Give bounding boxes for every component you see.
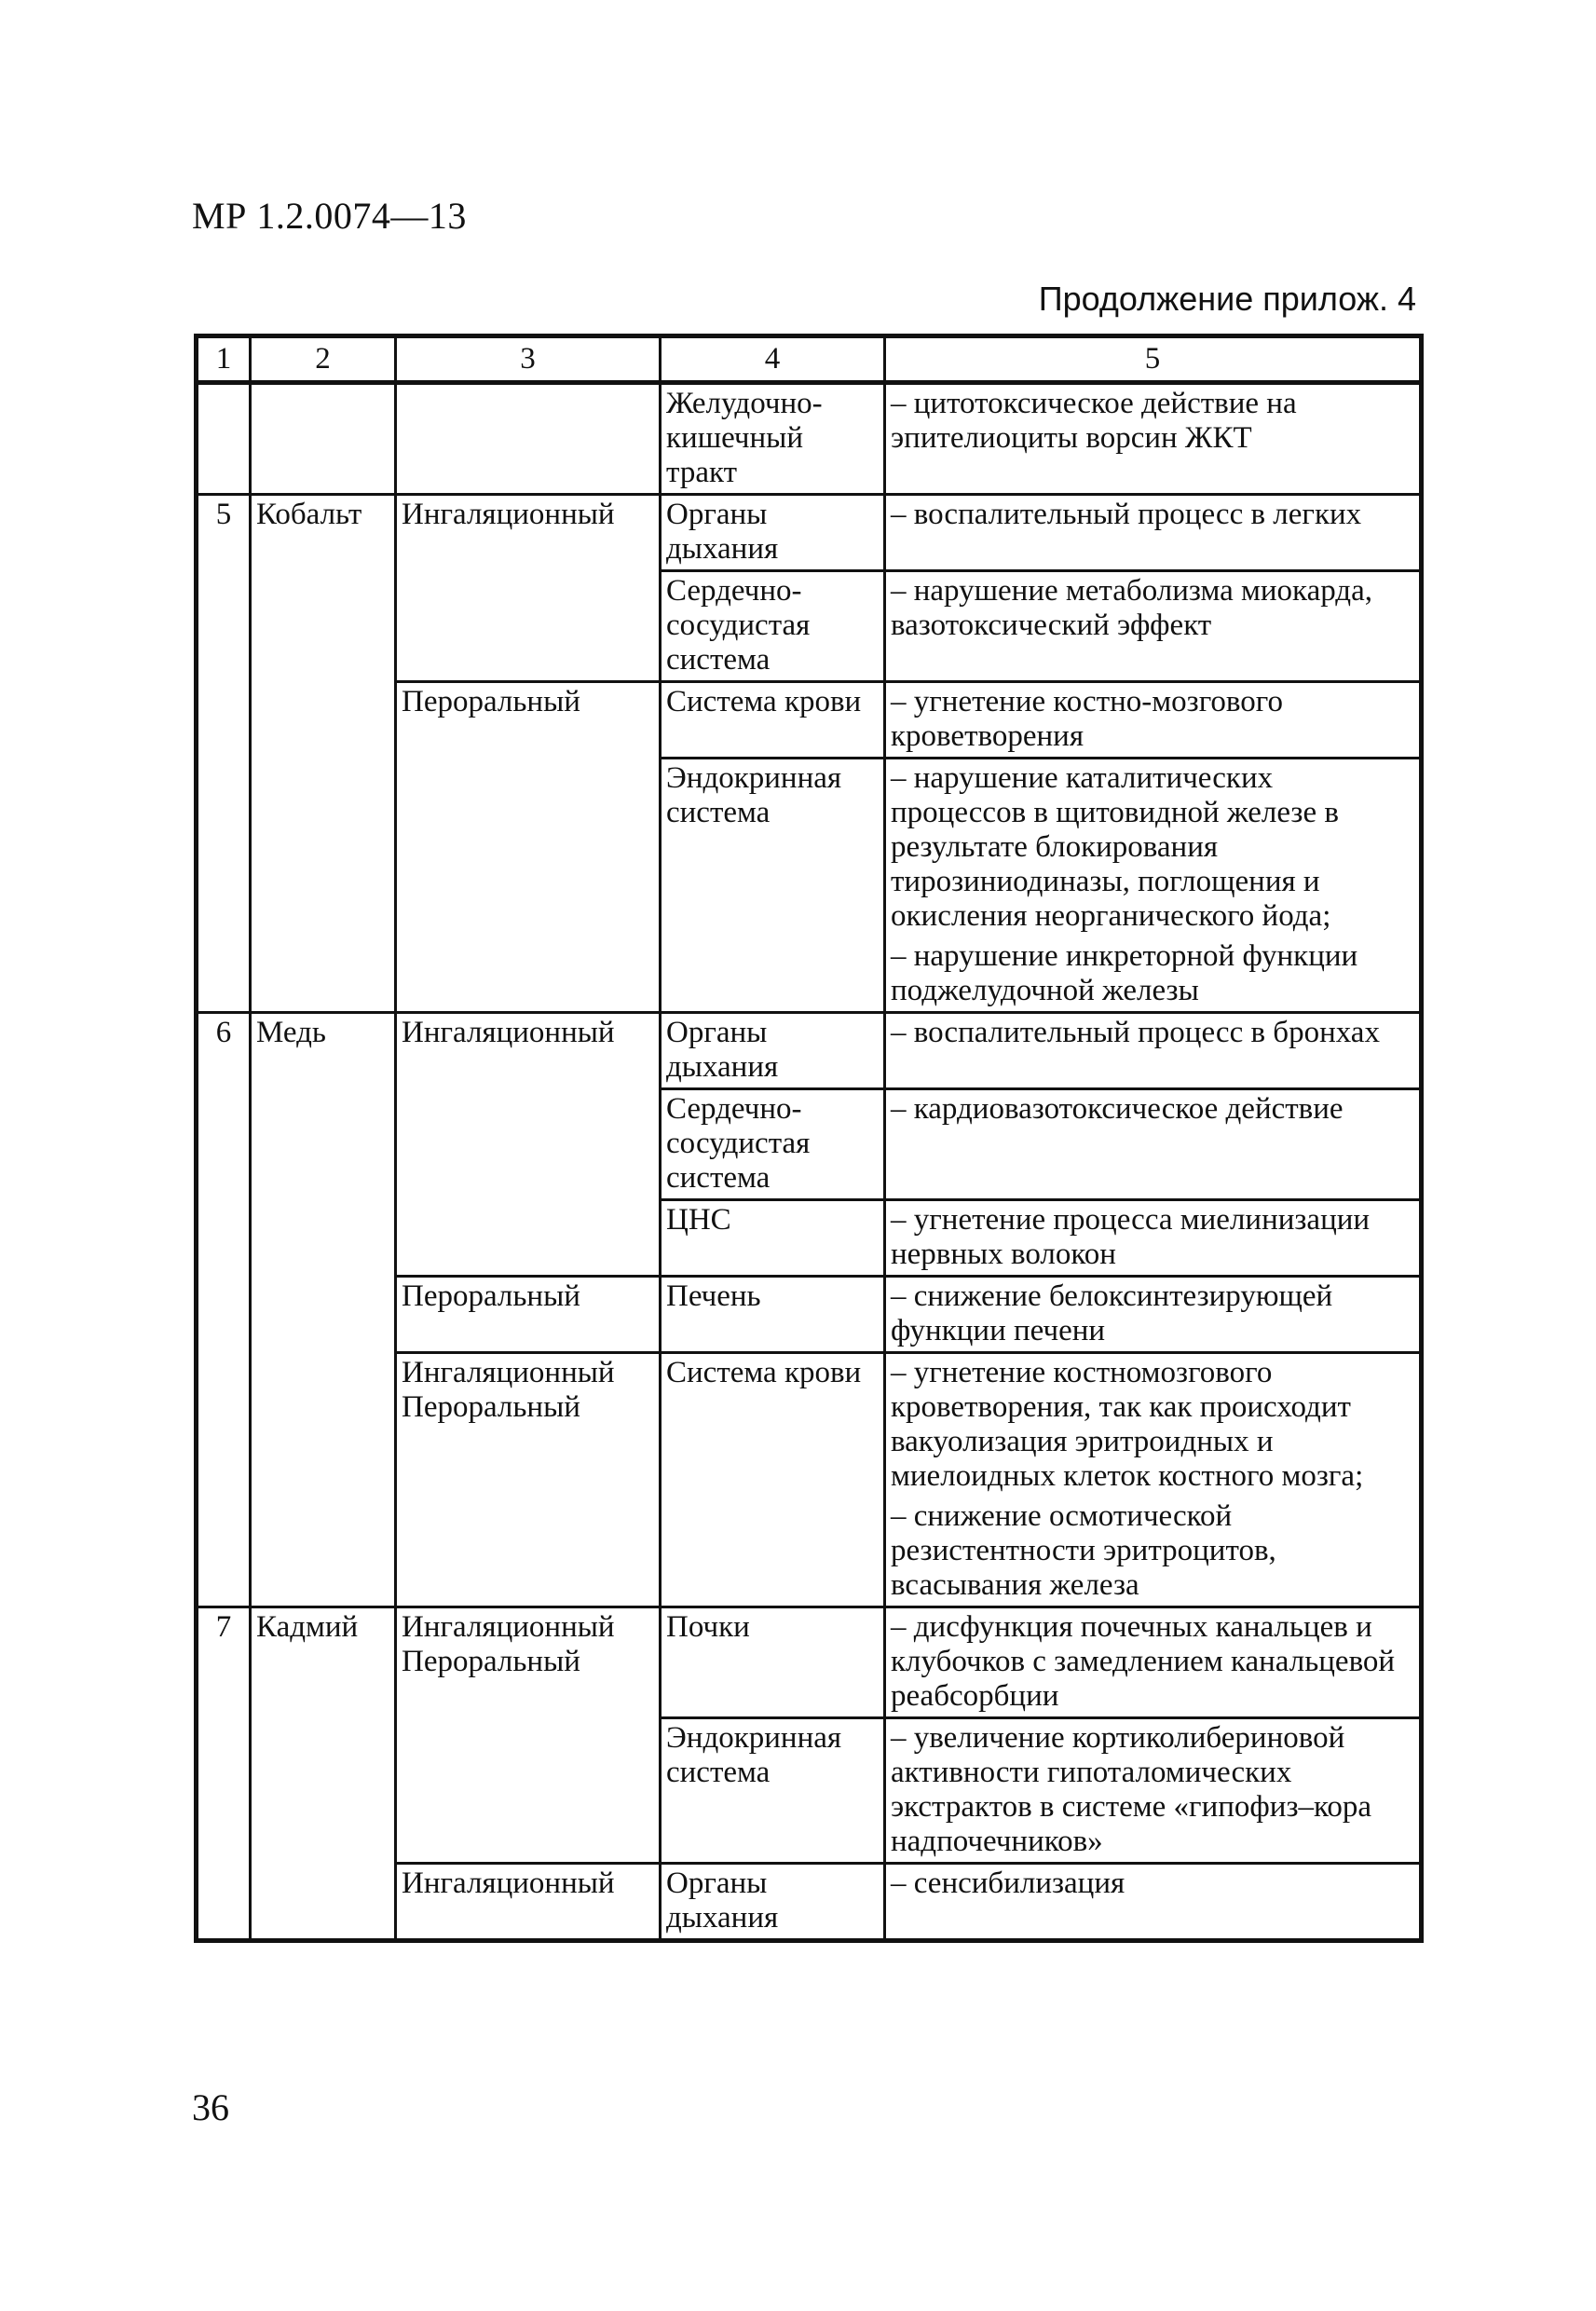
document-code: МР 1.2.0074—13 xyxy=(192,195,467,237)
table-header-row xyxy=(197,336,1422,383)
table-row xyxy=(197,495,1422,571)
effect-text: – цитотоксическое действие на эпителиоциты ворсин ЖКТ xyxy=(891,387,1297,455)
organ-cell: Сердечно-сосудистая система xyxy=(661,571,885,682)
route-cell: Пероральный xyxy=(396,682,661,1013)
table-row xyxy=(197,383,1422,495)
effect-cell xyxy=(885,1089,1422,1200)
organ-cell: Органы дыхания xyxy=(661,495,885,571)
organ-cell: Система крови xyxy=(661,682,885,759)
appendix-table xyxy=(194,334,1424,1943)
organ-cell: Органы дыхания xyxy=(661,1013,885,1089)
effect-text: – нарушение метаболизма миокарда, вазотоксический эффект xyxy=(891,574,1372,642)
effect-cell xyxy=(885,759,1422,1013)
row-number-cell xyxy=(197,383,251,495)
effect-cell xyxy=(885,682,1422,759)
column-header: 5 xyxy=(885,336,1422,383)
row-number-cell: 5 xyxy=(197,495,251,1013)
continuation-label: Продолжение прилож. 4 xyxy=(1038,280,1416,318)
effect-cell xyxy=(885,1200,1422,1277)
organ-cell: Желудочно-кишечный тракт xyxy=(661,383,885,495)
effect-cell xyxy=(885,495,1422,571)
effect-text: – нарушение каталитических процессов в щитовидной железе в результате блокирования тирозиниодиназы, поглощения и окисления неорганического йода; xyxy=(891,761,1339,933)
organ-cell: Печень xyxy=(661,1277,885,1353)
route-cell: Ингаляционный xyxy=(396,1864,661,1941)
effect-text: – снижение белоксинтезирующей функции печени xyxy=(891,1279,1333,1347)
page-number: 36 xyxy=(192,2086,229,2128)
effect-cell xyxy=(885,1607,1422,1718)
organ-cell: Эндокринная система xyxy=(661,759,885,1013)
effect-cell xyxy=(885,1013,1422,1089)
route-cell: Пероральный xyxy=(396,1277,661,1353)
organ-cell: Сердечно-сосудистая система xyxy=(661,1089,885,1200)
column-header: 1 xyxy=(197,336,251,383)
organ-cell: Почки xyxy=(661,1607,885,1718)
effect-cell xyxy=(885,1277,1422,1353)
organ-cell: ЦНС xyxy=(661,1200,885,1277)
route-cell: Ингаляционный Пероральный xyxy=(396,1353,661,1607)
effect-cell xyxy=(885,1864,1422,1941)
effect-text: – нарушение инкреторной функции поджелудочной железы xyxy=(891,939,1358,1007)
column-header: 3 xyxy=(396,336,661,383)
substance-cell: Кадмий xyxy=(251,1607,396,1941)
table-row xyxy=(197,1013,1422,1089)
route-cell xyxy=(396,383,661,495)
effect-text: – воспалительный процесс в бронхах xyxy=(891,1016,1380,1049)
column-header: 4 xyxy=(661,336,885,383)
effect-text: – угнетение процесса миелинизации нервных волокон xyxy=(891,1203,1371,1271)
route-cell: Ингаляционный xyxy=(396,1013,661,1277)
row-number-cell: 7 xyxy=(197,1607,251,1941)
effect-cell xyxy=(885,1353,1422,1607)
effect-text: – воспалительный процесс в легких xyxy=(891,498,1362,531)
organ-cell: Эндокринная система xyxy=(661,1718,885,1864)
effect-cell xyxy=(885,1718,1422,1864)
substance-cell xyxy=(251,383,396,495)
effect-text: – снижение осмотической резистентности эритроцитов, всасывания железа xyxy=(891,1499,1276,1602)
organ-cell: Органы дыхания xyxy=(661,1864,885,1941)
effect-text: – дисфункция почечных канальцев и клубочков с замедлением канальцевой реабсорбции xyxy=(891,1610,1396,1713)
effect-text: – угнетение костно-мозгового кроветворения xyxy=(891,685,1283,753)
substance-cell: Кобальт xyxy=(251,495,396,1013)
table-row xyxy=(197,1607,1422,1718)
effect-text: – кардиовазотоксическое действие xyxy=(891,1092,1344,1126)
route-cell: Ингаляционный Пероральный xyxy=(396,1607,661,1864)
substance-cell: Медь xyxy=(251,1013,396,1607)
effect-cell xyxy=(885,571,1422,682)
effect-text: – сенсибилизация xyxy=(891,1867,1125,1900)
effect-cell xyxy=(885,383,1422,495)
route-cell: Ингаляционный xyxy=(396,495,661,682)
column-header: 2 xyxy=(251,336,396,383)
effect-text: – увеличение кортиколибериновой активности гипоталомических экстрактов в системе «гипофиз–кора надпочечников» xyxy=(891,1721,1371,1858)
organ-cell: Система крови xyxy=(661,1353,885,1607)
row-number-cell: 6 xyxy=(197,1013,251,1607)
effect-text: – угнетение костномозгового кроветворения, так как происходит вакуолизация эритроидных и миелоидных клеток костного мозга; xyxy=(891,1356,1364,1493)
